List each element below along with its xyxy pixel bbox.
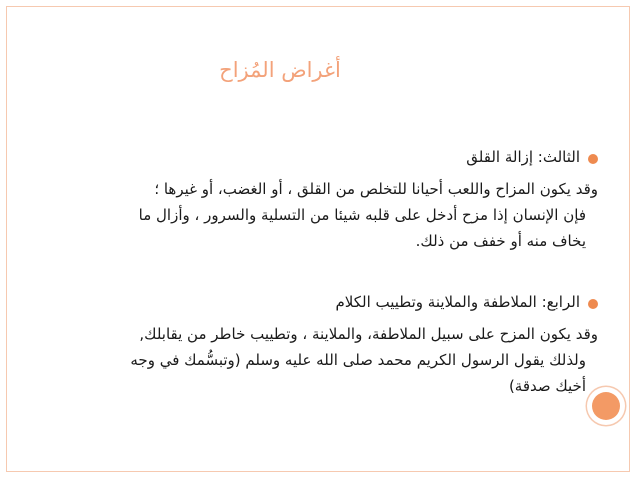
bullet-icon [588, 154, 598, 164]
slide-title: أغراض المُزاح [219, 58, 341, 82]
section-paragraph [18, 176, 598, 254]
paragraph-line: ولذلك يقول الرسول الكريم محمد صلى الله عليه وسلم (وتبسُّمك في وجه [130, 351, 586, 369]
section-heading: الرابع: الملاطفة والملاينة وتطييب الكلام [335, 293, 580, 311]
paragraph-line: أخيك صدقة) [508, 377, 586, 395]
section-paragraph [18, 321, 598, 399]
paragraph-line: يخاف منه أو خفف من ذلك. [415, 232, 586, 250]
paragraph-line: فإن الإنسان إذا مزح أدخل على قلبه شيئا من التسلية والسرور ، وأزال ما [138, 206, 586, 224]
paragraph-line: وقد يكون المزح على سبيل الملاطفة، والملاينة ، وتطييب خاطر من يقابلك, [139, 325, 598, 343]
section-heading: الثالث: إزالة القلق [466, 148, 580, 166]
paragraph-line: وقد يكون المزاح واللعب أحيانا للتخلص من القلق ، أو الغضب، أو غيرها ؛ [154, 180, 598, 198]
bullet-icon [588, 299, 598, 309]
decorative-circle [592, 392, 620, 420]
